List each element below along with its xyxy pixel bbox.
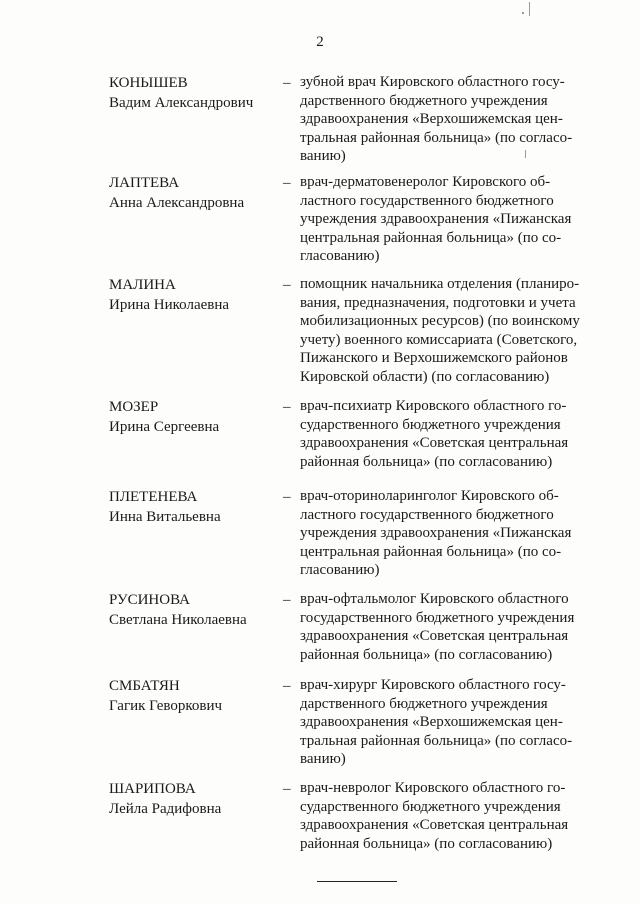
person-name — [109, 397, 279, 437]
role-description: помощник начальника отделения (планиро- вания, предназначения, подготовки и учета мобилизационных ресурсов) (по воинскому учету) военного комиссариата (Советского, Пижанского и Верхошижемского районов Кировской области) (по согласованию) — [300, 276, 580, 385]
scan-speck — [522, 12, 524, 14]
person-name — [109, 487, 279, 527]
dash: – — [283, 175, 291, 191]
list-item — [109, 397, 599, 473]
surname: КОНЫШЕВ — [109, 75, 188, 91]
given-name: Лейла Радифовна — [109, 801, 222, 817]
given-name: Светлана Николаевна — [109, 612, 247, 628]
dash: – — [283, 399, 291, 415]
surname: ШАРИПОВА — [109, 781, 196, 797]
surname: РУСИНОВА — [109, 592, 190, 608]
dash: – — [283, 592, 291, 608]
list-item — [109, 173, 599, 268]
role-description: врач-дерматовенеролог Кировского об- ластного государственного бюджетного учреждения здравоохранения «Пижанская центральная районная больница» (по со- гласованию) — [300, 174, 572, 264]
surname: МОЗЕР — [109, 399, 159, 415]
dash: – — [283, 678, 291, 694]
given-name: Инна Витальевна — [109, 509, 221, 525]
dash: – — [283, 277, 291, 293]
list-item — [109, 275, 599, 387]
surname: ПЛЕТЕНЕВА — [109, 489, 198, 505]
surname: СМБАТЯН — [109, 678, 180, 694]
list-item — [109, 487, 599, 582]
dash: – — [283, 781, 291, 797]
list-item — [109, 676, 599, 771]
person-name — [109, 676, 279, 716]
person-name — [109, 590, 279, 630]
list-item — [109, 779, 599, 855]
role-description: врач-офтальмолог Кировского областного государственного бюджетного учреждения здравоохранения «Советская центральная районная больница» (по согласованию) — [300, 591, 575, 663]
role-description: врач-оториноларинголог Кировского об- ластного государственного бюджетного учреждения здравоохранения «Пижанская центральная районная больница» (по со- гласованию) — [300, 488, 572, 578]
scan-speck — [525, 150, 526, 158]
given-name: Ирина Сергеевна — [109, 419, 220, 435]
page-number: 2 — [316, 34, 324, 50]
role-description: врач-невролог Кировского областного го- сударственного бюджетного учреждения здравоохранения «Советская центральная районная больница» (по согласованию) — [300, 780, 569, 852]
dash: – — [283, 75, 291, 91]
list-item — [109, 590, 599, 666]
person-name — [109, 73, 279, 113]
dash: – — [283, 489, 291, 505]
role-description: врач-хирург Кировского областного госу- дарственного бюджетного учреждения здравоохранения «Верхошижемская цен- тральная районная больница» (по согласо- ванию) — [300, 677, 573, 767]
person-name — [109, 173, 279, 213]
given-name: Гагик Геворкович — [109, 698, 223, 714]
role-description: зубной врач Кировского областного госу- дарственного бюджетного учреждения здравоохранения «Верхошижемская цен- тральная районная больница» (по согласо- ванию) — [300, 74, 573, 164]
given-name: Анна Александровна — [109, 195, 245, 211]
surname: МАЛИНА — [109, 277, 176, 293]
person-name — [109, 275, 279, 315]
role-description: врач-психиатр Кировского областного го- сударственного бюджетного учреждения здравоохранения «Советская центральная районная больница» (по согласованию) — [300, 398, 569, 470]
given-name: Ирина Николаевна — [109, 297, 230, 313]
surname: ЛАПТЕВА — [109, 175, 180, 191]
end-rule — [317, 881, 397, 882]
scan-speck — [529, 2, 530, 16]
person-name — [109, 779, 279, 819]
given-name: Вадим Александрович — [109, 95, 254, 111]
